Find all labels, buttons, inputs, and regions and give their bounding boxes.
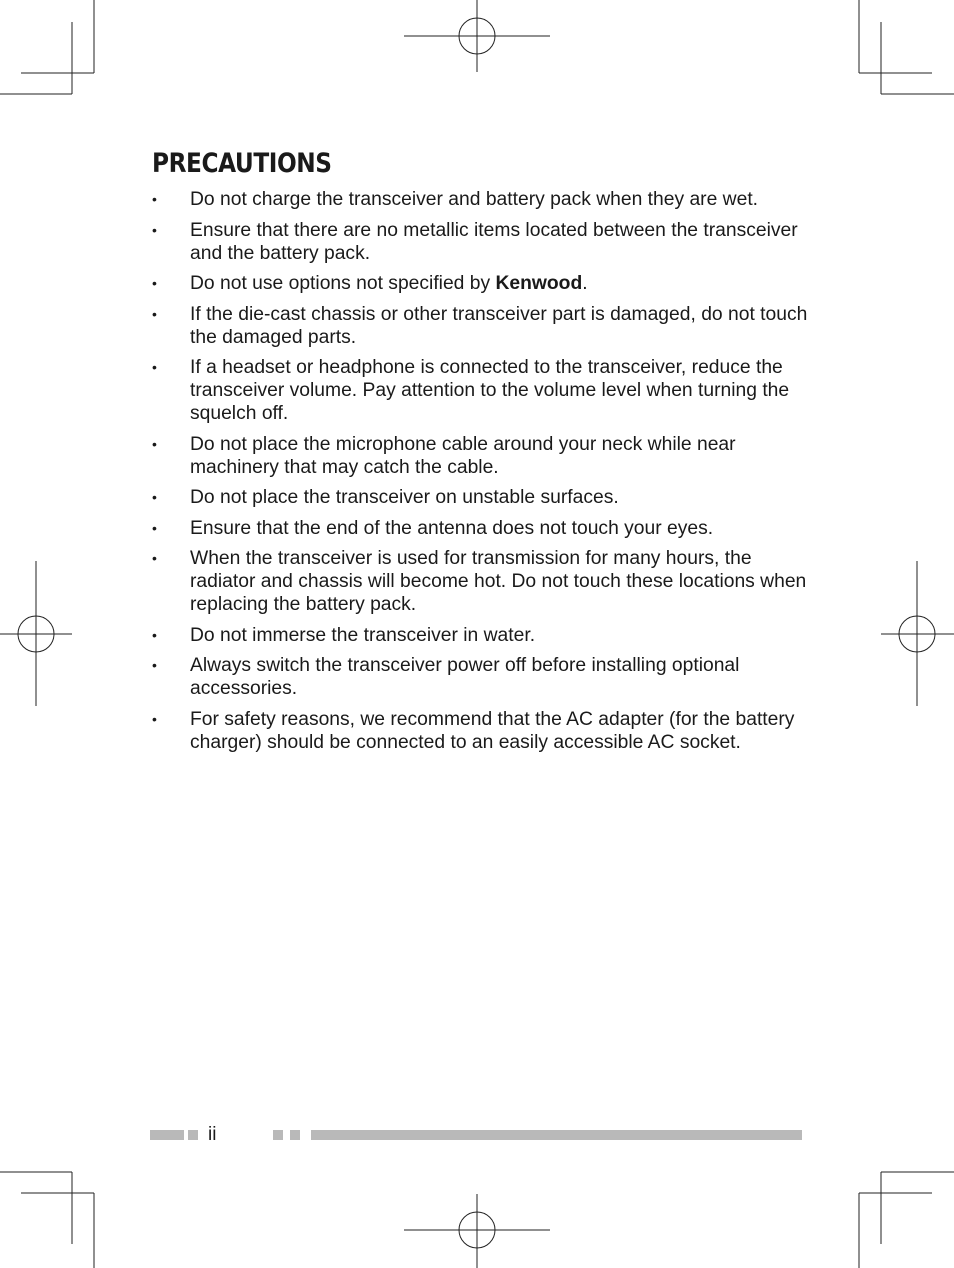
list-item-text: Ensure that the end of the antenna does not touch your eyes. — [190, 517, 714, 539]
brand-name: Kenwood — [495, 273, 583, 294]
bullet-icon: • — [152, 710, 157, 727]
bullet-icon: • — [152, 550, 157, 566]
list-item — [152, 708, 812, 754]
list-item-text-pre: Do not use options not specified by — [190, 273, 496, 294]
list-item — [152, 517, 812, 540]
page-footer — [150, 1126, 802, 1144]
list-item-text: Do not place the microphone cable around your neck while near machinery that may catch the cable. — [190, 433, 736, 478]
list-item — [152, 547, 812, 616]
list-item-text: If a headset or headphone is connected to the transceiver, reduce the transceiver volume. Pay attention to the volume level when turning the squelch off. — [190, 357, 790, 424]
precautions-list — [152, 188, 812, 761]
bullet-icon: • — [152, 275, 157, 291]
list-item-text: Always switch the transceiver power off before installing optional accessories. — [190, 655, 740, 699]
footer-bar-segment — [290, 1130, 300, 1140]
bullet-icon: • — [152, 519, 157, 536]
list-item — [152, 303, 812, 349]
bullet-icon: • — [152, 359, 157, 375]
list-item-text: Do not immerse the transceiver in water. — [190, 624, 536, 646]
list-item-text: For safety reasons, we recommend that the AC adapter (for the battery charger) should be connected to an easily accessible AC socket. — [190, 708, 795, 753]
bullet-icon: • — [152, 489, 157, 505]
list-item-text: Do not place the transceiver on unstable surfaces. — [190, 487, 619, 508]
page-title: PRECAUTIONS — [152, 148, 332, 179]
footer-bar-segment — [150, 1130, 184, 1140]
list-item — [152, 219, 812, 265]
bullet-icon: • — [152, 305, 157, 322]
list-item-text-post: . — [582, 273, 588, 294]
list-item — [152, 624, 812, 647]
list-item — [152, 272, 812, 295]
bullet-icon: • — [152, 657, 157, 673]
list-item — [152, 654, 812, 700]
footer-bar-segment — [273, 1130, 283, 1140]
bullet-icon: • — [152, 626, 157, 643]
list-item — [152, 356, 812, 425]
list-item-text: Do not charge the transceiver and battery pack when they are wet. — [190, 189, 759, 210]
footer-bar-long — [311, 1130, 802, 1140]
bullet-icon: • — [152, 435, 157, 452]
list-item-text: Ensure that there are no metallic items located between the transceiver and the battery pack. — [190, 219, 798, 264]
list-item-text: When the transceiver is used for transmission for many hours, the radiator and chassis will become hot. Do not touch these locations when replacing the battery pack. — [190, 548, 807, 615]
bullet-icon: • — [152, 191, 157, 207]
footer-bar-segment — [188, 1130, 198, 1140]
list-item — [152, 433, 812, 479]
bullet-icon: • — [152, 221, 157, 238]
list-item — [152, 188, 812, 211]
page-number: ii — [208, 1124, 217, 1145]
list-item-text: If the die-cast chassis or other transceiver part is damaged, do not touch the damaged parts. — [190, 303, 808, 348]
list-item — [152, 486, 812, 509]
